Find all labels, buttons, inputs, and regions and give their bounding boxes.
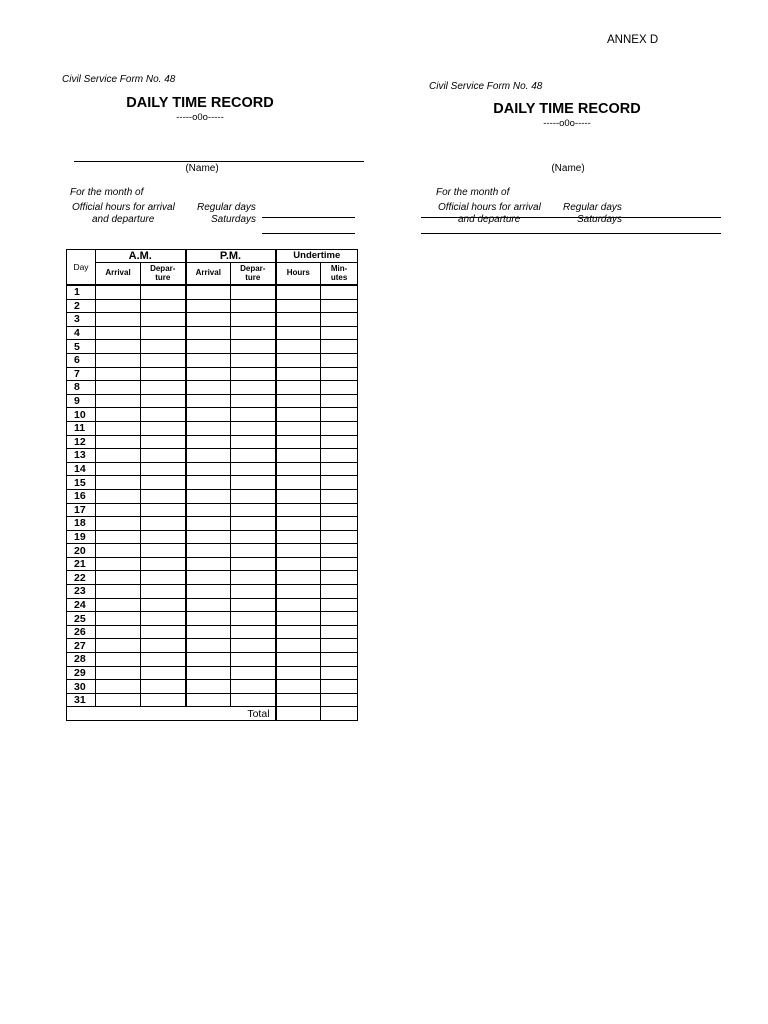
undertime-minutes-cell[interactable] [321, 435, 358, 449]
left-official-hours-label: Official hours for arrival [72, 202, 175, 213]
am-arrival-cell[interactable] [96, 367, 141, 381]
pm-arrival-cell[interactable] [186, 653, 231, 667]
am-arrival-cell[interactable] [96, 653, 141, 667]
am-departure-cell[interactable] [141, 299, 186, 313]
undertime-minutes-cell[interactable] [321, 693, 358, 707]
pm-arrival-cell[interactable] [186, 639, 231, 653]
right-form-number: Civil Service Form No. 48 [429, 81, 543, 92]
undertime-minutes-cell[interactable] [321, 585, 358, 599]
total-hours-cell[interactable] [276, 707, 321, 721]
table-row [67, 680, 358, 694]
am-arrival-cell[interactable] [96, 530, 141, 544]
undertime-hours-cell[interactable] [276, 585, 321, 599]
undertime-minutes-cell[interactable] [321, 299, 358, 313]
left-divider: -----o0o----- [176, 112, 224, 123]
pm-arrival-cell[interactable] [186, 408, 231, 422]
undertime-minutes-cell[interactable] [321, 285, 358, 299]
day-number: 19 [67, 530, 96, 544]
undertime-minutes-cell[interactable] [321, 503, 358, 517]
am-arrival-cell[interactable] [96, 625, 141, 639]
undertime-minutes-cell[interactable] [321, 489, 358, 503]
am-departure-cell[interactable] [141, 367, 186, 381]
am-departure-cell[interactable] [141, 693, 186, 707]
am-arrival-cell[interactable] [96, 381, 141, 395]
undertime-minutes-cell[interactable] [321, 367, 358, 381]
am-arrival-cell[interactable] [96, 462, 141, 476]
am-arrival-cell[interactable] [96, 639, 141, 653]
right-divider: -----o0o----- [543, 118, 591, 129]
undertime-hours-cell[interactable] [276, 449, 321, 463]
pm-arrival-cell[interactable] [186, 517, 231, 531]
am-departure-cell[interactable] [141, 476, 186, 490]
left-regular-days-line[interactable] [262, 217, 355, 218]
undertime-hours-cell[interactable] [276, 313, 321, 327]
right-name-label: (Name) [551, 163, 585, 174]
am-departure-cell[interactable] [141, 517, 186, 531]
right-regular-days-label: Regular days [563, 202, 622, 213]
left-saturdays-label: Saturdays [211, 214, 257, 225]
day-number: 5 [67, 340, 96, 354]
pm-departure-cell[interactable] [231, 353, 276, 367]
undertime-hours-header: Hours [276, 263, 321, 286]
table-row [67, 381, 358, 395]
pm-departure-cell[interactable] [231, 598, 276, 612]
pm-header: P.M. [186, 250, 276, 263]
table-row [67, 693, 358, 707]
day-number: 8 [67, 381, 96, 395]
undertime-minutes-cell[interactable] [321, 421, 358, 435]
am-departure-cell[interactable] [141, 598, 186, 612]
table-row [67, 313, 358, 327]
day-number: 12 [67, 435, 96, 449]
day-number: 31 [67, 693, 96, 707]
day-number: 28 [67, 653, 96, 667]
right-official-hours-label-2: and departure [458, 214, 521, 225]
undertime-hours-cell[interactable] [276, 639, 321, 653]
undertime-minutes-cell[interactable] [321, 544, 358, 558]
pm-arrival-cell[interactable] [186, 625, 231, 639]
am-arrival-header: Arrival [96, 263, 141, 286]
table-row [67, 503, 358, 517]
am-arrival-cell[interactable] [96, 544, 141, 558]
pm-arrival-cell[interactable] [186, 557, 231, 571]
pm-departure-cell[interactable] [231, 435, 276, 449]
table-row [67, 326, 358, 340]
pm-departure-cell[interactable] [231, 530, 276, 544]
undertime-hours-cell[interactable] [276, 530, 321, 544]
table-row [67, 367, 358, 381]
am-departure-cell[interactable] [141, 585, 186, 599]
am-departure-cell[interactable] [141, 313, 186, 327]
undertime-minutes-cell[interactable] [321, 326, 358, 340]
left-saturdays-line[interactable] [262, 233, 355, 234]
table-row [67, 353, 358, 367]
undertime-hours-cell[interactable] [276, 680, 321, 694]
day-number: 1 [67, 285, 96, 299]
day-number: 20 [67, 544, 96, 558]
am-arrival-cell[interactable] [96, 571, 141, 585]
am-departure-cell[interactable] [141, 666, 186, 680]
table-row [67, 639, 358, 653]
pm-departure-cell[interactable] [231, 666, 276, 680]
am-arrival-cell[interactable] [96, 557, 141, 571]
pm-departure-cell[interactable] [231, 557, 276, 571]
undertime-hours-cell[interactable] [276, 381, 321, 395]
pm-arrival-cell[interactable] [186, 693, 231, 707]
table-row [67, 653, 358, 667]
pm-arrival-header: Arrival [186, 263, 231, 286]
am-arrival-cell[interactable] [96, 285, 141, 299]
undertime-minutes-cell[interactable] [321, 449, 358, 463]
pm-departure-cell[interactable] [231, 544, 276, 558]
undertime-minutes-cell[interactable] [321, 653, 358, 667]
pm-departure-cell[interactable] [231, 639, 276, 653]
pm-arrival-cell[interactable] [186, 530, 231, 544]
undertime-hours-cell[interactable] [276, 693, 321, 707]
pm-arrival-cell[interactable] [186, 394, 231, 408]
pm-arrival-cell[interactable] [186, 421, 231, 435]
undertime-minutes-cell[interactable] [321, 598, 358, 612]
undertime-hours-cell[interactable] [276, 367, 321, 381]
am-arrival-cell[interactable] [96, 489, 141, 503]
day-number: 22 [67, 571, 96, 585]
pm-arrival-cell[interactable] [186, 449, 231, 463]
table-header-row-2 [67, 263, 358, 286]
pm-departure-cell[interactable] [231, 394, 276, 408]
undertime-hours-cell[interactable] [276, 462, 321, 476]
am-departure-cell[interactable] [141, 557, 186, 571]
pm-arrival-cell[interactable] [186, 571, 231, 585]
pm-departure-header: Depar- ture [231, 263, 276, 286]
undertime-hours-cell[interactable] [276, 503, 321, 517]
undertime-hours-cell[interactable] [276, 517, 321, 531]
day-number: 13 [67, 449, 96, 463]
pm-departure-cell[interactable] [231, 571, 276, 585]
am-arrival-cell[interactable] [96, 449, 141, 463]
table-row [67, 394, 358, 408]
total-row [67, 707, 358, 721]
undertime-minutes-cell[interactable] [321, 353, 358, 367]
pm-departure-cell[interactable] [231, 489, 276, 503]
pm-departure-cell[interactable] [231, 517, 276, 531]
undertime-hours-cell[interactable] [276, 326, 321, 340]
pm-departure-cell[interactable] [231, 381, 276, 395]
pm-arrival-cell[interactable] [186, 326, 231, 340]
undertime-hours-cell[interactable] [276, 476, 321, 490]
pm-arrival-cell[interactable] [186, 340, 231, 354]
annex-label: ANNEX D [607, 34, 659, 46]
pm-departure-cell[interactable] [231, 340, 276, 354]
undertime-hours-cell[interactable] [276, 340, 321, 354]
pm-arrival-cell[interactable] [186, 585, 231, 599]
table-header-row-1 [67, 250, 358, 263]
pm-departure-cell[interactable] [231, 299, 276, 313]
am-arrival-cell[interactable] [96, 666, 141, 680]
pm-arrival-cell[interactable] [186, 680, 231, 694]
am-arrival-cell[interactable] [96, 313, 141, 327]
day-number: 7 [67, 367, 96, 381]
day-number: 29 [67, 666, 96, 680]
table-row [67, 585, 358, 599]
day-number: 17 [67, 503, 96, 517]
table-row [67, 544, 358, 558]
am-arrival-cell[interactable] [96, 326, 141, 340]
am-departure-cell[interactable] [141, 571, 186, 585]
am-departure-cell[interactable] [141, 340, 186, 354]
am-departure-cell[interactable] [141, 421, 186, 435]
pm-arrival-cell[interactable] [186, 381, 231, 395]
day-number: 18 [67, 517, 96, 531]
am-departure-cell[interactable] [141, 326, 186, 340]
day-number: 25 [67, 612, 96, 626]
am-departure-cell[interactable] [141, 394, 186, 408]
am-departure-cell[interactable] [141, 625, 186, 639]
undertime-minutes-cell[interactable] [321, 476, 358, 490]
right-official-hours-label: Official hours for arrival [438, 202, 541, 213]
pm-arrival-cell[interactable] [186, 435, 231, 449]
pm-arrival-cell[interactable] [186, 503, 231, 517]
table-row [67, 435, 358, 449]
pm-departure-cell[interactable] [231, 285, 276, 299]
pm-departure-cell[interactable] [231, 476, 276, 490]
undertime-minutes-cell[interactable] [321, 394, 358, 408]
pm-departure-cell[interactable] [231, 612, 276, 626]
am-departure-cell[interactable] [141, 353, 186, 367]
left-regular-days-label: Regular days [197, 202, 256, 213]
day-number: 30 [67, 680, 96, 694]
pm-arrival-cell[interactable] [186, 313, 231, 327]
undertime-hours-cell[interactable] [276, 285, 321, 299]
am-departure-cell[interactable] [141, 462, 186, 476]
undertime-minutes-cell[interactable] [321, 462, 358, 476]
am-arrival-cell[interactable] [96, 517, 141, 531]
am-departure-cell[interactable] [141, 285, 186, 299]
day-header: Day [67, 250, 96, 286]
undertime-hours-cell[interactable] [276, 557, 321, 571]
table-row [67, 557, 358, 571]
am-arrival-cell[interactable] [96, 435, 141, 449]
am-arrival-cell[interactable] [96, 394, 141, 408]
left-title: DAILY TIME RECORD [126, 95, 274, 111]
undertime-hours-cell[interactable] [276, 353, 321, 367]
undertime-header: Undertime [276, 250, 358, 263]
undertime-minutes-cell[interactable] [321, 625, 358, 639]
am-arrival-cell[interactable] [96, 598, 141, 612]
pm-arrival-cell[interactable] [186, 666, 231, 680]
am-departure-cell[interactable] [141, 503, 186, 517]
undertime-hours-cell[interactable] [276, 544, 321, 558]
pm-arrival-cell[interactable] [186, 612, 231, 626]
pm-arrival-cell[interactable] [186, 489, 231, 503]
left-name-label: (Name) [185, 163, 219, 174]
undertime-minutes-cell[interactable] [321, 530, 358, 544]
total-minutes-cell[interactable] [321, 707, 358, 721]
undertime-hours-cell[interactable] [276, 598, 321, 612]
am-departure-cell[interactable] [141, 489, 186, 503]
undertime-minutes-cell[interactable] [321, 313, 358, 327]
table-row [67, 571, 358, 585]
am-arrival-cell[interactable] [96, 585, 141, 599]
am-arrival-cell[interactable] [96, 693, 141, 707]
pm-departure-cell[interactable] [231, 313, 276, 327]
day-number: 10 [67, 408, 96, 422]
undertime-hours-cell[interactable] [276, 625, 321, 639]
am-departure-cell[interactable] [141, 639, 186, 653]
am-arrival-cell[interactable] [96, 299, 141, 313]
undertime-minutes-cell[interactable] [321, 517, 358, 531]
am-departure-cell[interactable] [141, 408, 186, 422]
left-name-line[interactable] [74, 161, 364, 162]
pm-arrival-cell[interactable] [186, 299, 231, 313]
day-number: 2 [67, 299, 96, 313]
table-row [67, 625, 358, 639]
am-departure-cell[interactable] [141, 680, 186, 694]
day-number: 27 [67, 639, 96, 653]
undertime-hours-cell[interactable] [276, 408, 321, 422]
am-departure-header: Depar- ture [141, 263, 186, 286]
undertime-minutes-cell[interactable] [321, 408, 358, 422]
am-departure-cell[interactable] [141, 449, 186, 463]
pm-departure-cell[interactable] [231, 585, 276, 599]
undertime-hours-cell[interactable] [276, 612, 321, 626]
am-arrival-cell[interactable] [96, 340, 141, 354]
pm-departure-cell[interactable] [231, 449, 276, 463]
table-row [67, 476, 358, 490]
day-number: 15 [67, 476, 96, 490]
left-form-number: Civil Service Form No. 48 [62, 74, 176, 85]
undertime-minutes-cell[interactable] [321, 680, 358, 694]
am-arrival-cell[interactable] [96, 408, 141, 422]
table-row [67, 489, 358, 503]
am-arrival-cell[interactable] [96, 503, 141, 517]
table-row [67, 462, 358, 476]
am-header: A.M. [96, 250, 186, 263]
table-row [67, 666, 358, 680]
am-arrival-cell[interactable] [96, 353, 141, 367]
day-number: 4 [67, 326, 96, 340]
undertime-hours-cell[interactable] [276, 489, 321, 503]
day-number: 23 [67, 585, 96, 599]
day-number: 16 [67, 489, 96, 503]
day-number: 14 [67, 462, 96, 476]
table-row [67, 517, 358, 531]
am-arrival-cell[interactable] [96, 612, 141, 626]
right-saturdays-line[interactable] [421, 233, 721, 234]
table-row [67, 299, 358, 313]
undertime-minutes-header: Min- utes [321, 263, 358, 286]
total-label: Total [67, 707, 276, 721]
am-departure-cell[interactable] [141, 653, 186, 667]
am-arrival-cell[interactable] [96, 421, 141, 435]
day-number: 24 [67, 598, 96, 612]
pm-arrival-cell[interactable] [186, 353, 231, 367]
undertime-minutes-cell[interactable] [321, 340, 358, 354]
left-month-label: For the month of [70, 187, 144, 198]
undertime-hours-cell[interactable] [276, 394, 321, 408]
table-row [67, 285, 358, 299]
day-number: 6 [67, 353, 96, 367]
undertime-hours-cell[interactable] [276, 571, 321, 585]
pm-arrival-cell[interactable] [186, 367, 231, 381]
pm-departure-cell[interactable] [231, 367, 276, 381]
right-title: DAILY TIME RECORD [493, 101, 641, 117]
table-row [67, 408, 358, 422]
am-departure-cell[interactable] [141, 530, 186, 544]
table-row [67, 612, 358, 626]
am-arrival-cell[interactable] [96, 476, 141, 490]
pm-arrival-cell[interactable] [186, 544, 231, 558]
pm-departure-cell[interactable] [231, 693, 276, 707]
undertime-minutes-cell[interactable] [321, 571, 358, 585]
am-departure-cell[interactable] [141, 435, 186, 449]
undertime-hours-cell[interactable] [276, 421, 321, 435]
day-number: 26 [67, 625, 96, 639]
am-departure-cell[interactable] [141, 612, 186, 626]
pm-departure-cell[interactable] [231, 462, 276, 476]
am-arrival-cell[interactable] [96, 680, 141, 694]
undertime-hours-cell[interactable] [276, 666, 321, 680]
pm-departure-cell[interactable] [231, 625, 276, 639]
right-month-label: For the month of [436, 187, 510, 198]
pm-departure-cell[interactable] [231, 326, 276, 340]
undertime-hours-cell[interactable] [276, 299, 321, 313]
table-row [67, 530, 358, 544]
undertime-hours-cell[interactable] [276, 435, 321, 449]
day-number: 9 [67, 394, 96, 408]
undertime-hours-cell[interactable] [276, 653, 321, 667]
pm-departure-cell[interactable] [231, 680, 276, 694]
table-row [67, 449, 358, 463]
time-record-table [66, 249, 358, 721]
day-number: 11 [67, 421, 96, 435]
pm-departure-cell[interactable] [231, 421, 276, 435]
left-official-hours-label-2: and departure [92, 214, 155, 225]
pm-arrival-cell[interactable] [186, 462, 231, 476]
table-row [67, 421, 358, 435]
undertime-minutes-cell[interactable] [321, 381, 358, 395]
table-row [67, 598, 358, 612]
right-saturdays-label: Saturdays [577, 214, 623, 225]
pm-arrival-cell[interactable] [186, 285, 231, 299]
undertime-minutes-cell[interactable] [321, 557, 358, 571]
right-regular-days-line[interactable] [421, 217, 721, 218]
am-departure-cell[interactable] [141, 544, 186, 558]
table-row [67, 340, 358, 354]
pm-arrival-cell[interactable] [186, 598, 231, 612]
pm-departure-cell[interactable] [231, 503, 276, 517]
pm-departure-cell[interactable] [231, 408, 276, 422]
undertime-minutes-cell[interactable] [321, 612, 358, 626]
pm-departure-cell[interactable] [231, 653, 276, 667]
pm-arrival-cell[interactable] [186, 476, 231, 490]
undertime-minutes-cell[interactable] [321, 639, 358, 653]
undertime-minutes-cell[interactable] [321, 666, 358, 680]
day-number: 21 [67, 557, 96, 571]
day-number: 3 [67, 313, 96, 327]
am-departure-cell[interactable] [141, 381, 186, 395]
